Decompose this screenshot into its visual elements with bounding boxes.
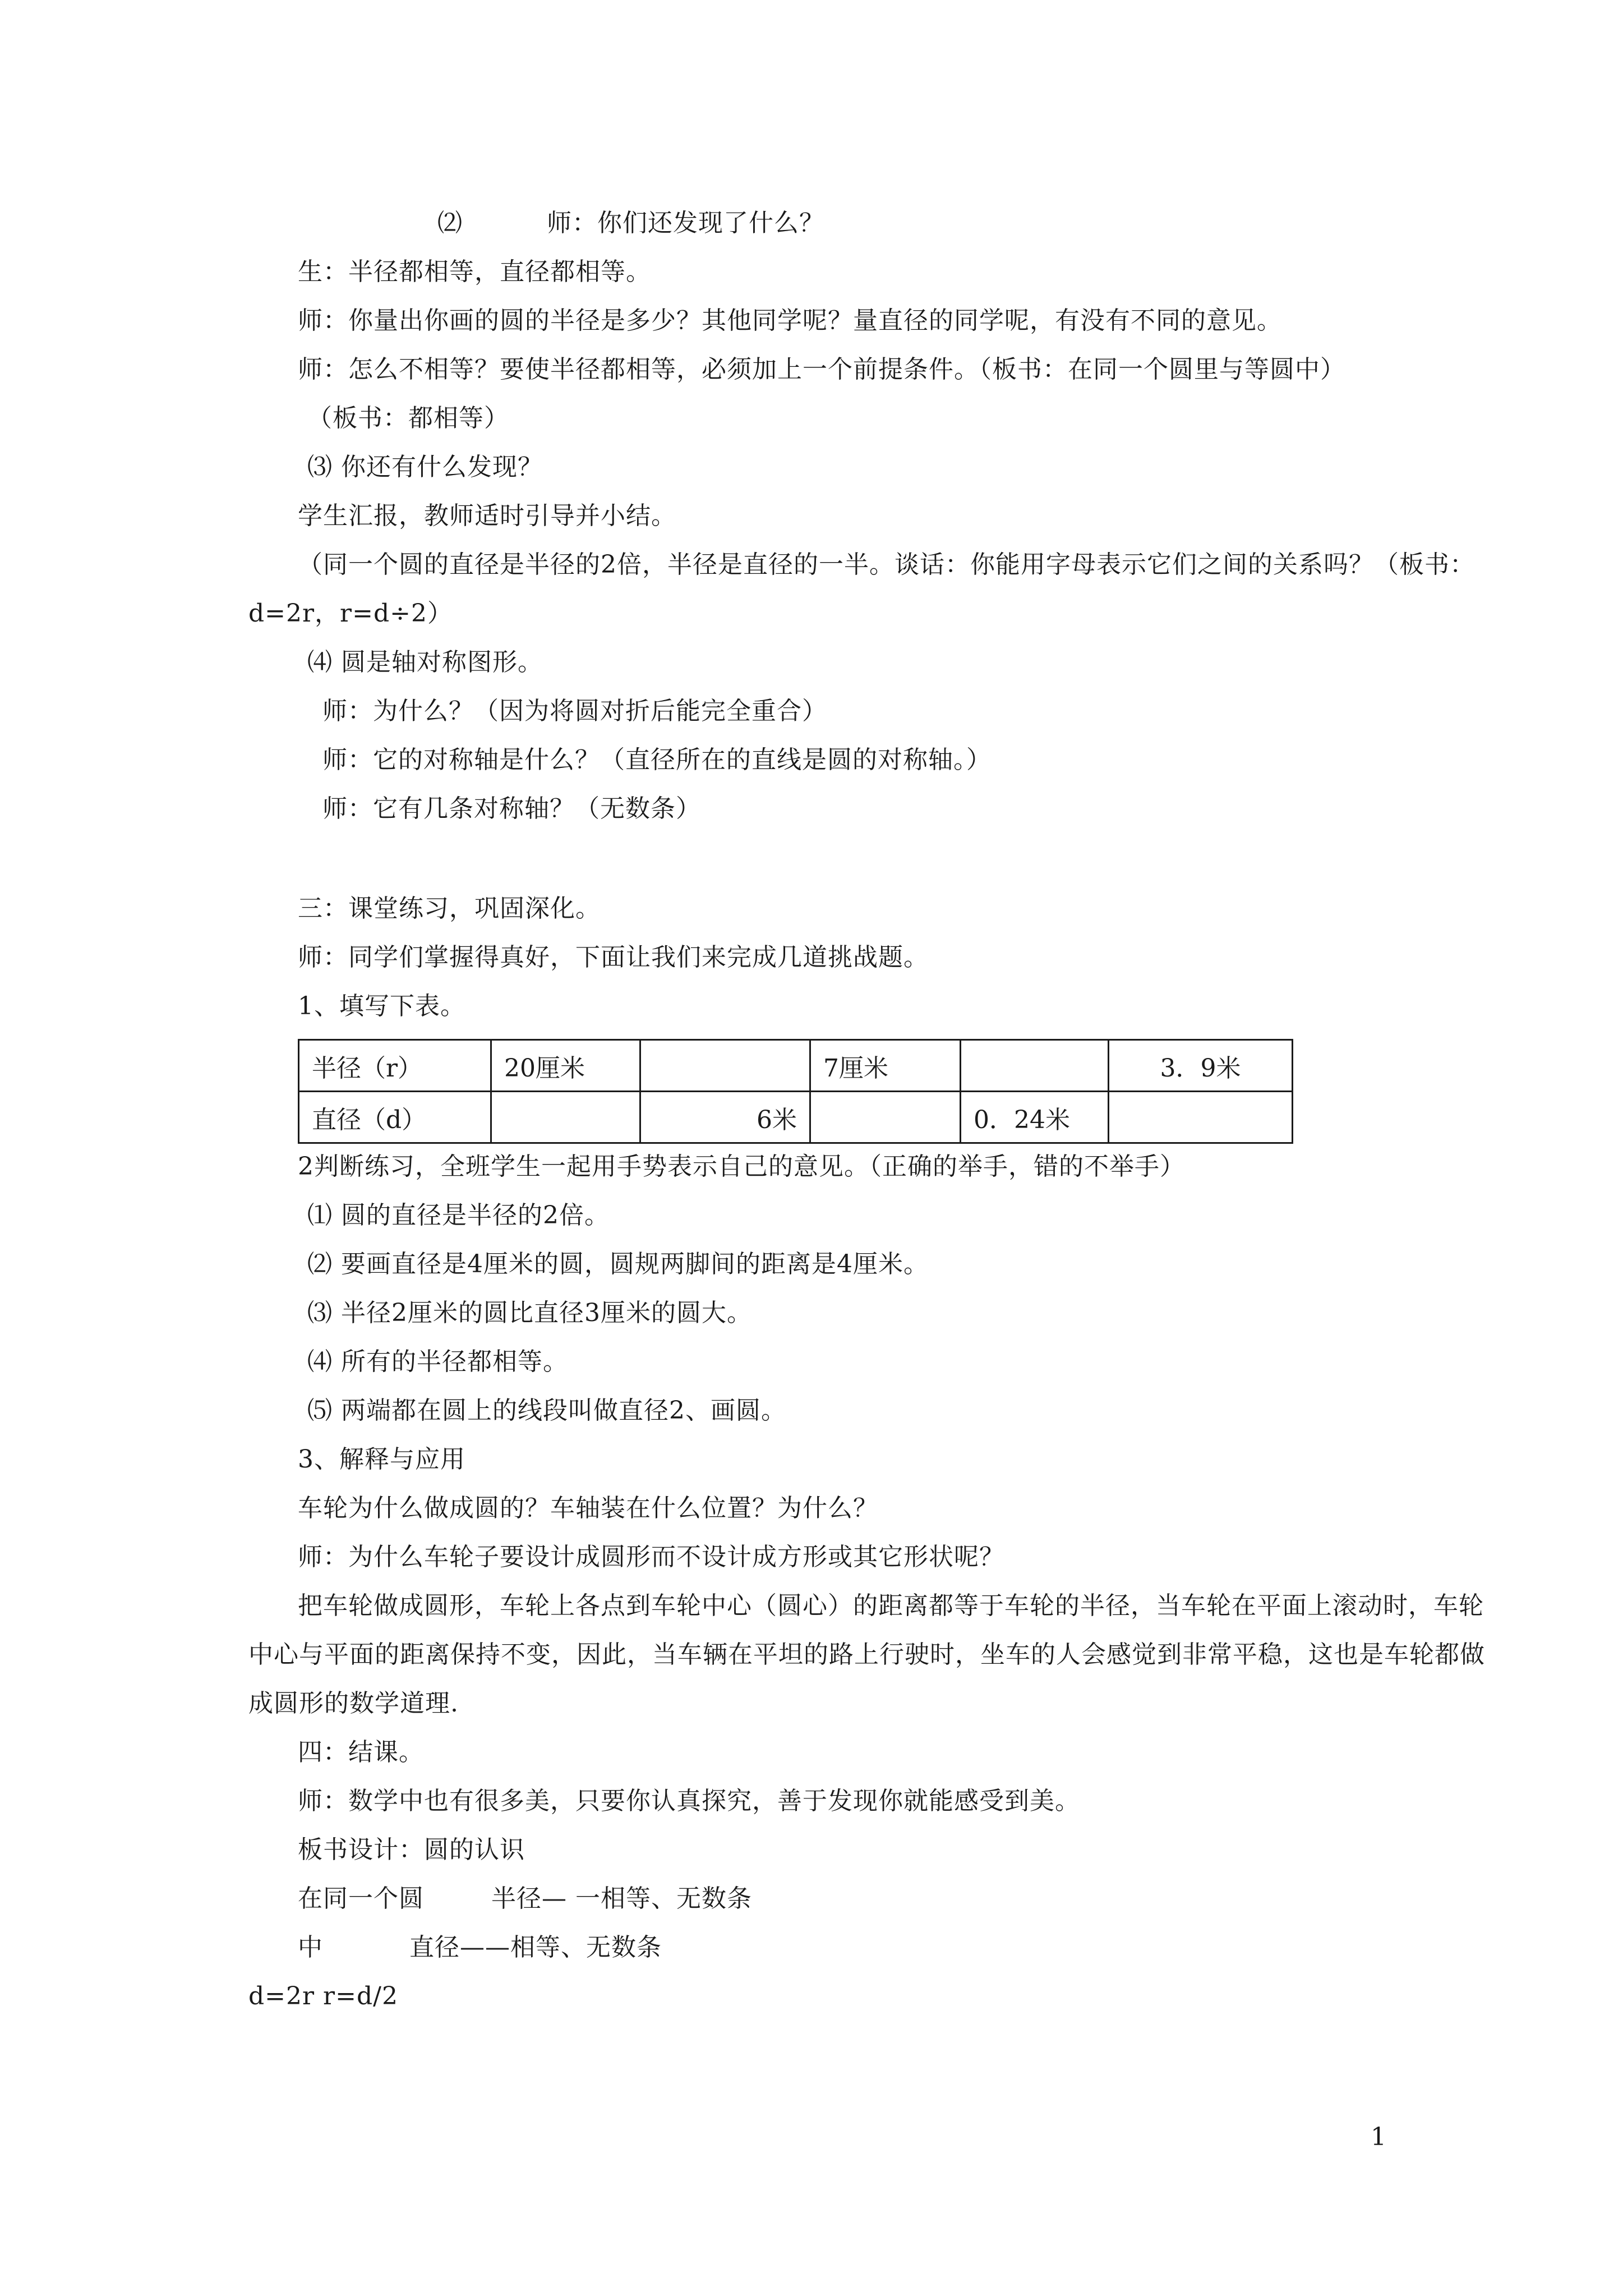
table-row-diameter (299, 1092, 1293, 1143)
paragraph-line-2: 中心与平面的距离保持不变，因此，当车辆在平坦的路上行驶时，坐车的人会感觉到非常平稳，这也是车轮都做 (248, 1640, 1485, 1669)
table-cell: 3．9米 (1109, 1040, 1293, 1092)
board-left: 中 (298, 1933, 323, 1962)
table-cell: 直径（d） (299, 1092, 491, 1143)
line-judgement-4: ⑷ 所有的半径都相等。 (307, 1347, 568, 1376)
board-right: 直径——相等、无数条 (409, 1933, 662, 1962)
line-why: 师：为什么？（因为将圆对折后能完全重合） (322, 697, 827, 725)
line-teacher-closing: 师：数学中也有很多美，只要你认真探究，善于发现你就能感受到美。 (298, 1787, 1080, 1815)
line-application-heading: 3、解释与应用 (298, 1445, 465, 1474)
paragraph-line-1: 把车轮做成圆形，车轮上各点到车轮中心（圆心）的距离都等于车轮的半径，当车轮在平面上滚动时，车轮 (298, 1591, 1484, 1620)
line-formula: d=2r，r=d÷2） (248, 599, 453, 628)
line-fill-table: 1、填写下表。 (298, 992, 465, 1020)
line-student-report: 学生汇报，教师适时引导并小结。 (298, 501, 676, 530)
line-challenge-intro: 师：同学们掌握得真好，下面让我们来完成几道挑战题。 (298, 943, 929, 972)
board-right: 半径— 一相等、无数条 (491, 1884, 752, 1913)
line-judgement-3: ⑶ 半径2厘米的圆比直径3厘米的圆大。 (307, 1299, 752, 1327)
line-teacher-condition: 师：怎么不相等？要使半径都相等，必须加上一个前提条件。（板书：在同一个圆里与等圆中） (298, 355, 1345, 384)
line-wheel-question: 车轮为什么做成圆的？车轴装在什么位置？为什么？ (298, 1494, 878, 1522)
item-number: ⑵ (437, 209, 463, 237)
line-question-3: ⑶ 你还有什么发现？ (307, 453, 543, 481)
line-judgement-5: ⑸ 两端都在圆上的线段叫做直径2、画圆。 (307, 1396, 786, 1425)
line-teacher-question (437, 206, 824, 240)
line-axis-count: 师：它有几条对称轴？（无数条） (322, 794, 701, 823)
line-axis-symmetry: ⑷ 圆是轴对称图形。 (307, 648, 543, 677)
line-teacher-wheel: 师：为什么车轮子要设计成圆形而不设计成方形或其它形状呢？ (298, 1543, 1004, 1571)
line-board-formula: d=2r r=d/2 (248, 1982, 398, 2010)
table-cell: 6米 (640, 1092, 810, 1143)
line-text: 师：你们还发现了什么？ (547, 209, 824, 237)
board-row-radius (298, 1882, 752, 1916)
line-judgement-1: ⑴ 圆的直径是半径的2倍。 (307, 1201, 610, 1230)
page-number: 1 (1371, 2123, 1387, 2151)
table-cell: 半径（r） (299, 1040, 491, 1092)
table-cell: 20厘米 (491, 1040, 640, 1092)
radius-diameter-table (298, 1039, 1293, 1144)
table-row-radius (299, 1040, 1293, 1092)
line-relation: （同一个圆的直径是半径的2倍，半径是直径的一半。谈话：你能用字母表示它们之间的关系吗？（板书： (298, 550, 1475, 579)
table-cell: 7厘米 (810, 1040, 961, 1092)
section-heading-practice: 三：课堂练习，巩固深化。 (298, 894, 601, 923)
line-teacher-measure: 师：你量出你画的圆的半径是多少？其他同学呢？量直径的同学呢，有没有不同的意见。 (298, 306, 1282, 335)
line-student-answer: 生：半径都相等，直径都相等。 (298, 257, 651, 286)
board-left: 在同一个圆 (298, 1884, 424, 1913)
table-cell (640, 1040, 810, 1092)
paragraph-line-3: 成圆形的数学道理. (248, 1689, 459, 1718)
line-symmetry-axis: 师：它的对称轴是什么？（直径所在的直线是圆的对称轴。） (322, 746, 992, 774)
table-cell (810, 1092, 961, 1143)
section-heading-conclusion: 四：结课。 (298, 1738, 424, 1766)
table-cell (1109, 1092, 1293, 1143)
line-judgement-intro: 2判断练习，全班学生一起用手势表示自己的意见。（正确的举手，错的不举手） (298, 1152, 1185, 1181)
line-board-design: 板书设计：圆的认识 (298, 1835, 525, 1864)
line-judgement-2: ⑵ 要画直径是4厘米的圆，圆规两脚间的距离是4厘米。 (307, 1250, 929, 1278)
table-cell: 0．24米 (961, 1092, 1109, 1143)
line-board-note: （板书：都相等） (307, 404, 509, 432)
table-cell (961, 1040, 1109, 1092)
board-row-diameter (298, 1931, 662, 1964)
table-cell (491, 1092, 640, 1143)
